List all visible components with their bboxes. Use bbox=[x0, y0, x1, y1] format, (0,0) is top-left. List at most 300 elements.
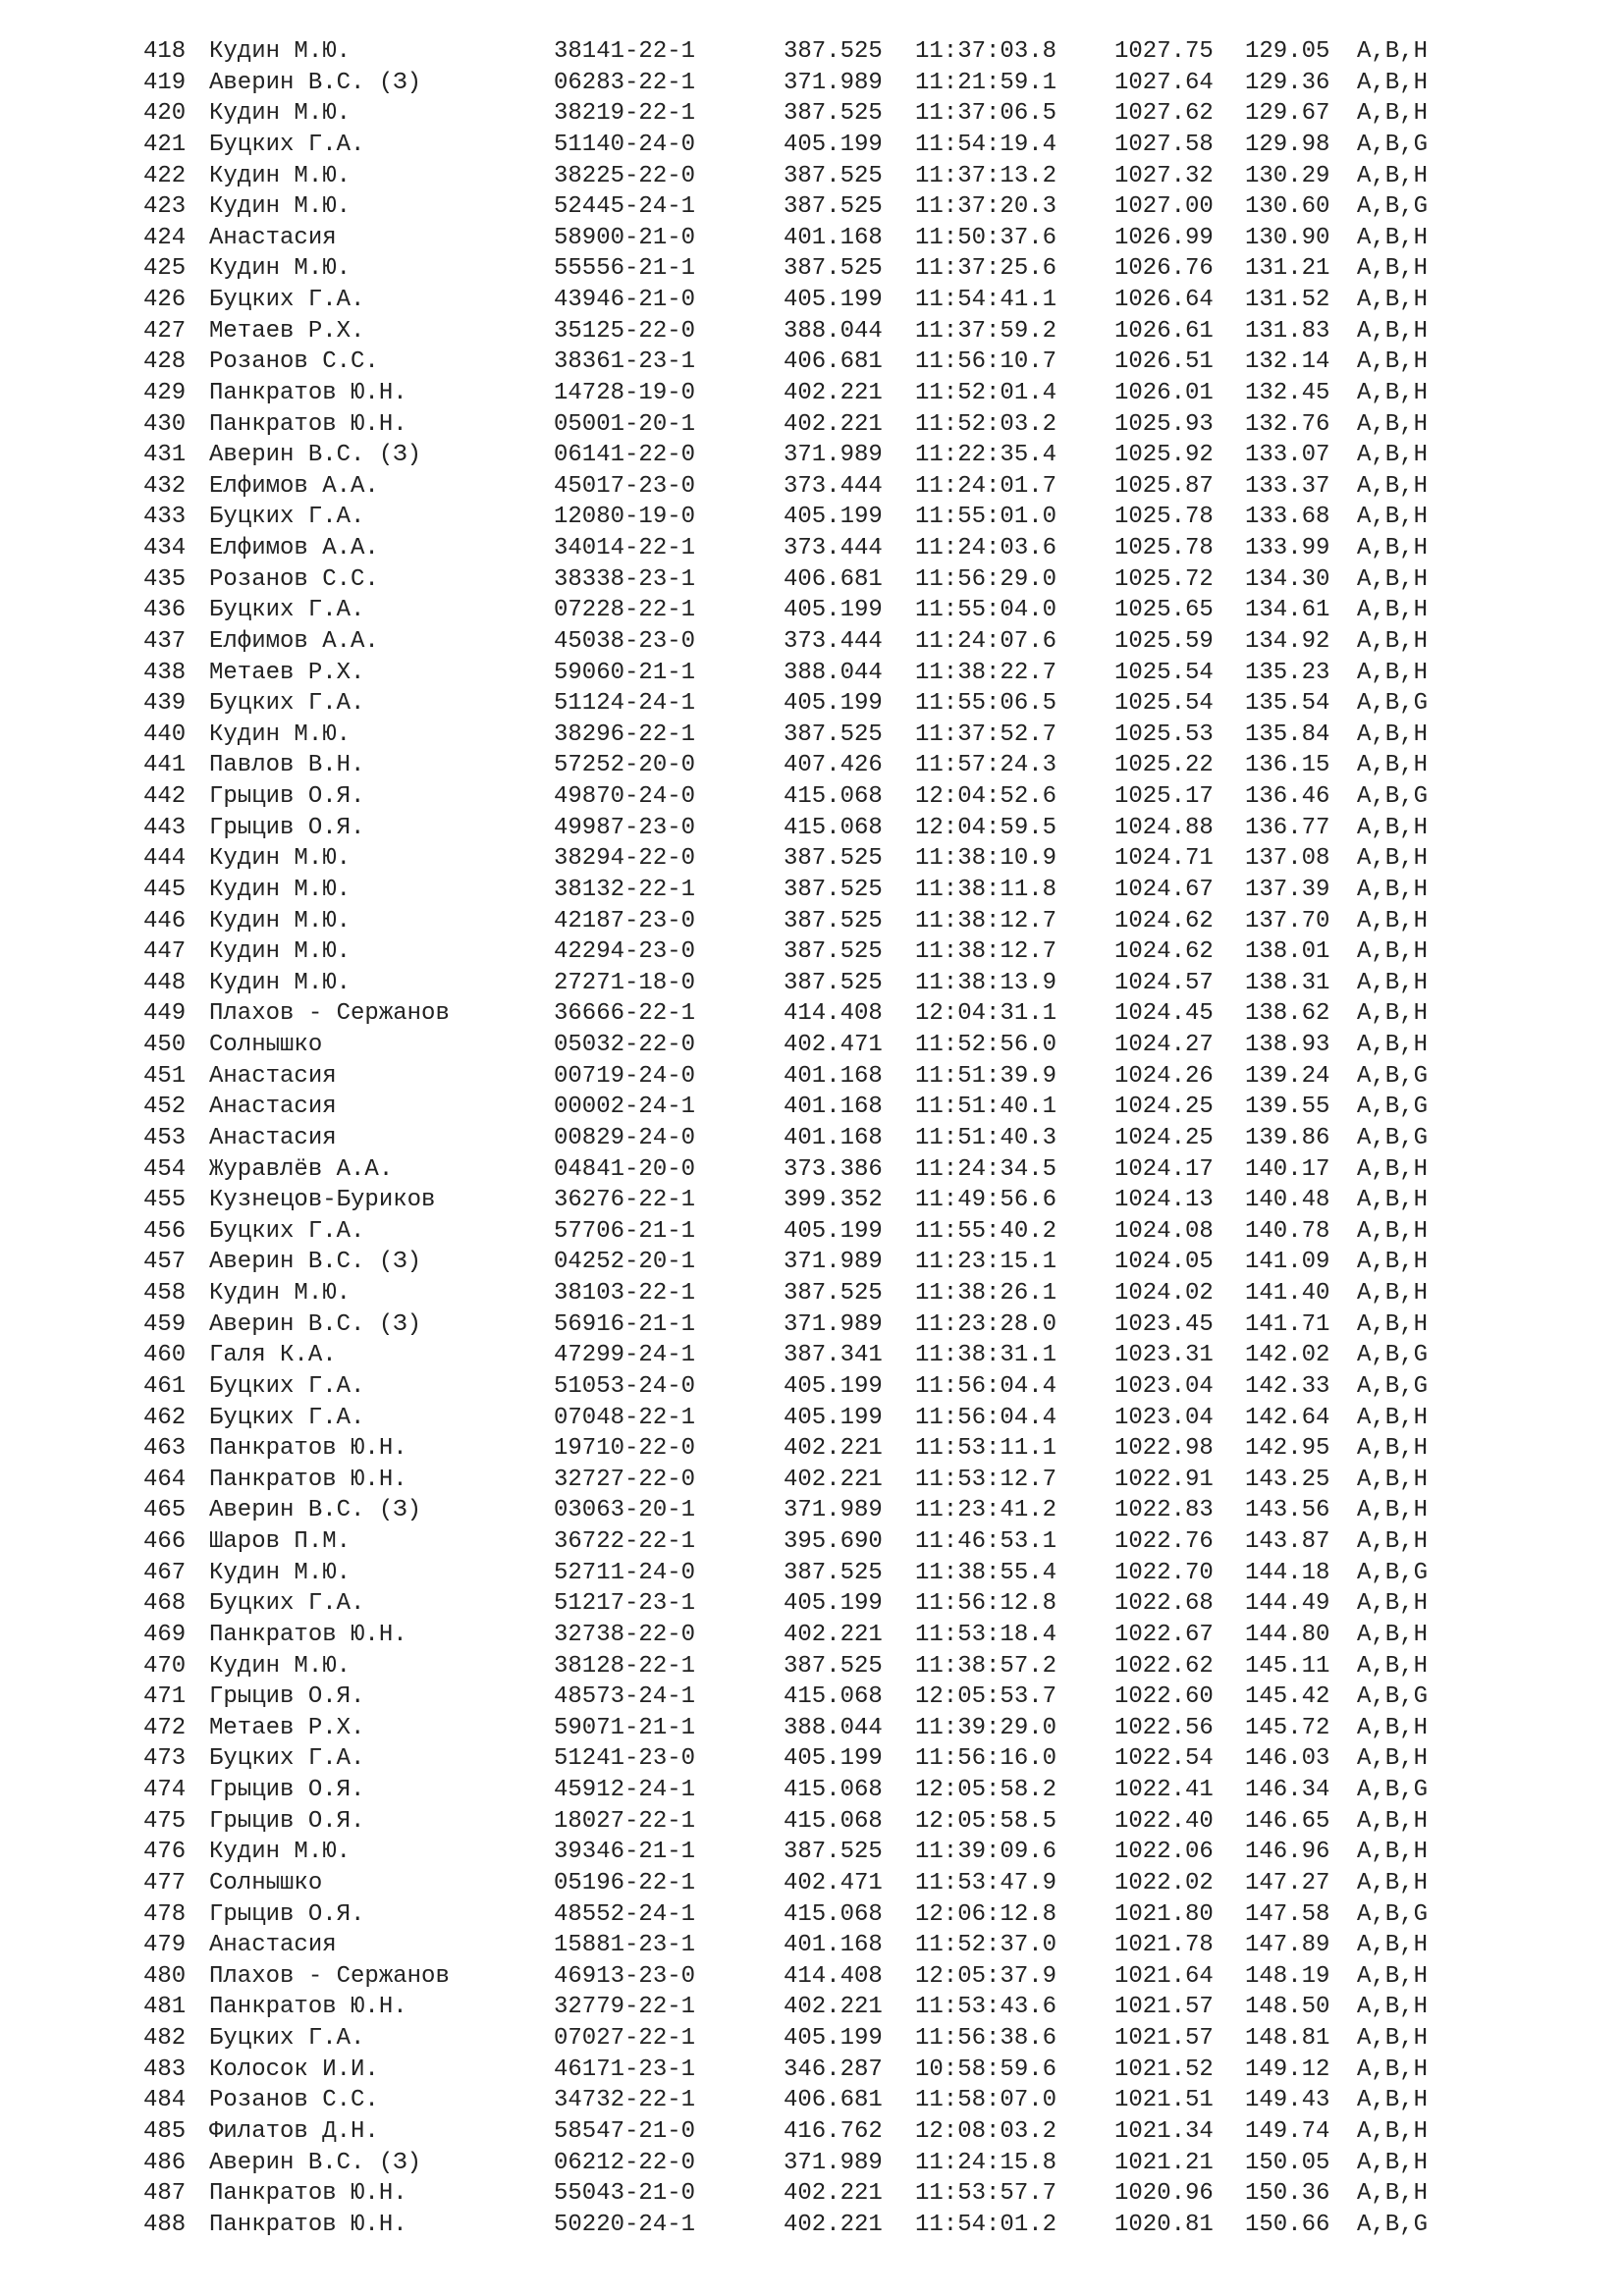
speed: 1025.59 bbox=[1114, 627, 1214, 655]
flags: A,B,H bbox=[1357, 255, 1429, 283]
table-row bbox=[143, 1092, 1538, 1123]
flags: A,B,H bbox=[1357, 1217, 1429, 1245]
flags: A,B,H bbox=[1357, 1280, 1429, 1307]
distance: 402.221 bbox=[784, 2180, 883, 2208]
arrival-time: 11:38:26.1 bbox=[915, 1280, 1057, 1307]
ring-number: 45912-24-1 bbox=[554, 1777, 696, 1803]
place-number: 432 bbox=[143, 472, 187, 500]
table-row bbox=[143, 1558, 1538, 1589]
distance: 416.762 bbox=[784, 2117, 883, 2145]
ring-number: 05001-20-1 bbox=[554, 410, 696, 438]
coefficient: 150.05 bbox=[1245, 2149, 1330, 2176]
distance: 387.341 bbox=[784, 1342, 883, 1369]
arrival-time: 11:56:16.0 bbox=[915, 1745, 1057, 1773]
ring-number: 19710-22-0 bbox=[554, 1435, 696, 1463]
participant-name: Кудин М.Ю. bbox=[209, 255, 352, 283]
participant-name: Буцких Г.А. bbox=[209, 597, 365, 624]
flags: A,B,G bbox=[1357, 1372, 1429, 1400]
flags: A,B,H bbox=[1357, 2087, 1429, 2114]
table-row bbox=[143, 564, 1538, 596]
place-number: 456 bbox=[143, 1217, 187, 1245]
distance: 405.199 bbox=[784, 1745, 883, 1773]
flags: A,B,G bbox=[1357, 1777, 1429, 1803]
place-number: 483 bbox=[143, 2056, 187, 2083]
distance: 387.525 bbox=[784, 907, 883, 934]
ring-number: 14728-19-0 bbox=[554, 379, 696, 406]
participant-name: Кудин М.Ю. bbox=[209, 876, 352, 903]
speed: 1022.60 bbox=[1114, 1683, 1214, 1711]
flags: A,B,H bbox=[1357, 1404, 1429, 1431]
place-number: 448 bbox=[143, 969, 187, 996]
ring-number: 38225-22-0 bbox=[554, 162, 696, 189]
participant-name: Розанов С.С. bbox=[209, 2087, 379, 2114]
speed: 1022.41 bbox=[1114, 1777, 1214, 1803]
participant-name: Журавлёв А.А. bbox=[209, 1155, 394, 1183]
participant-name: Кудин М.Ю. bbox=[209, 1280, 352, 1307]
arrival-time: 11:53:18.4 bbox=[915, 1621, 1057, 1648]
flags: A,B,H bbox=[1357, 597, 1429, 624]
ring-number: 07228-22-1 bbox=[554, 597, 696, 624]
arrival-time: 11:57:24.3 bbox=[915, 752, 1057, 779]
participant-name: Метаев Р.Х. bbox=[209, 1714, 365, 1741]
table-row bbox=[143, 533, 1538, 564]
table-row bbox=[143, 1495, 1538, 1526]
participant-name: Панкратов Ю.Н. bbox=[209, 1621, 407, 1648]
ring-number: 52445-24-1 bbox=[554, 193, 696, 221]
participant-name: Кудин М.Ю. bbox=[209, 938, 352, 966]
coefficient: 140.17 bbox=[1245, 1155, 1330, 1183]
flags: A,B,H bbox=[1357, 1155, 1429, 1183]
participant-name: Кудин М.Ю. bbox=[209, 907, 352, 934]
ring-number: 38338-23-1 bbox=[554, 565, 696, 593]
place-number: 457 bbox=[143, 1249, 187, 1276]
participant-name: Грыцив О.Я. bbox=[209, 1900, 365, 1928]
coefficient: 132.14 bbox=[1245, 348, 1330, 376]
ring-number: 38103-22-1 bbox=[554, 1280, 696, 1307]
place-number: 478 bbox=[143, 1900, 187, 1928]
place-number: 474 bbox=[143, 1777, 187, 1803]
distance: 402.221 bbox=[784, 1621, 883, 1648]
arrival-time: 11:53:12.7 bbox=[915, 1466, 1057, 1493]
participant-name: Грыцив О.Я. bbox=[209, 1807, 365, 1835]
table-row bbox=[143, 1061, 1538, 1093]
place-number: 484 bbox=[143, 2087, 187, 2114]
coefficient: 130.90 bbox=[1245, 224, 1330, 251]
distance: 371.989 bbox=[784, 1249, 883, 1276]
coefficient: 146.34 bbox=[1245, 1777, 1330, 1803]
speed: 1024.62 bbox=[1114, 938, 1214, 966]
speed: 1022.06 bbox=[1114, 1839, 1214, 1866]
speed: 1024.57 bbox=[1114, 969, 1214, 996]
table-row bbox=[143, 1713, 1538, 1744]
participant-name: Грыцив О.Я. bbox=[209, 814, 365, 841]
speed: 1024.26 bbox=[1114, 1062, 1214, 1090]
arrival-time: 10:58:59.6 bbox=[915, 2056, 1057, 2083]
flags: A,B,H bbox=[1357, 504, 1429, 531]
distance: 402.221 bbox=[784, 1466, 883, 1493]
coefficient: 142.33 bbox=[1245, 1372, 1330, 1400]
participant-name: Буцких Г.А. bbox=[209, 1745, 365, 1773]
speed: 1024.05 bbox=[1114, 1249, 1214, 1276]
ring-number: 39346-21-1 bbox=[554, 1839, 696, 1866]
table-row bbox=[143, 781, 1538, 813]
flags: A,B,H bbox=[1357, 442, 1429, 469]
speed: 1022.98 bbox=[1114, 1435, 1214, 1463]
distance: 387.525 bbox=[784, 876, 883, 903]
distance: 405.199 bbox=[784, 131, 883, 158]
participant-name: Кудин М.Ю. bbox=[209, 193, 352, 221]
coefficient: 138.01 bbox=[1245, 938, 1330, 966]
participant-name: Буцких Г.А. bbox=[209, 1404, 365, 1431]
flags: A,B,H bbox=[1357, 1249, 1429, 1276]
table-row bbox=[143, 1961, 1538, 1993]
distance: 402.471 bbox=[784, 1869, 883, 1896]
coefficient: 139.55 bbox=[1245, 1094, 1330, 1121]
flags: A,B,H bbox=[1357, 287, 1429, 313]
coefficient: 130.60 bbox=[1245, 193, 1330, 221]
flags: A,B,H bbox=[1357, 1435, 1429, 1463]
arrival-time: 11:54:01.2 bbox=[915, 2211, 1057, 2238]
participant-name: Грыцив О.Я. bbox=[209, 783, 365, 810]
coefficient: 137.39 bbox=[1245, 876, 1330, 903]
coefficient: 150.36 bbox=[1245, 2180, 1330, 2208]
coefficient: 144.80 bbox=[1245, 1621, 1330, 1648]
flags: A,B,H bbox=[1357, 1962, 1429, 1990]
coefficient: 131.83 bbox=[1245, 317, 1330, 345]
table-row bbox=[143, 1154, 1538, 1186]
ring-number: 38361-23-1 bbox=[554, 348, 696, 376]
coefficient: 137.70 bbox=[1245, 907, 1330, 934]
coefficient: 142.02 bbox=[1245, 1342, 1330, 1369]
flags: A,B,H bbox=[1357, 565, 1429, 593]
table-row bbox=[143, 1899, 1538, 1931]
participant-name: Аверин В.С. (З) bbox=[209, 442, 422, 469]
arrival-time: 11:38:12.7 bbox=[915, 907, 1057, 934]
distance: 405.199 bbox=[784, 1590, 883, 1618]
arrival-time: 11:37:59.2 bbox=[915, 317, 1057, 345]
arrival-time: 11:55:40.2 bbox=[915, 1217, 1057, 1245]
table-row bbox=[143, 223, 1538, 254]
distance: 402.221 bbox=[784, 1435, 883, 1463]
arrival-time: 11:22:35.4 bbox=[915, 442, 1057, 469]
ring-number: 42294-23-0 bbox=[554, 938, 696, 966]
distance: 405.199 bbox=[784, 2025, 883, 2052]
flags: A,B,H bbox=[1357, 1621, 1429, 1648]
ring-number: 18027-22-1 bbox=[554, 1807, 696, 1835]
table-row bbox=[143, 1185, 1538, 1216]
coefficient: 129.98 bbox=[1245, 131, 1330, 158]
table-row bbox=[143, 720, 1538, 751]
table-row bbox=[143, 68, 1538, 99]
arrival-time: 11:55:01.0 bbox=[915, 504, 1057, 531]
speed: 1024.25 bbox=[1114, 1094, 1214, 1121]
flags: A,B,H bbox=[1357, 721, 1429, 748]
coefficient: 145.11 bbox=[1245, 1652, 1330, 1680]
ring-number: 27271-18-0 bbox=[554, 969, 696, 996]
distance: 371.989 bbox=[784, 2149, 883, 2176]
arrival-time: 11:56:38.6 bbox=[915, 2025, 1057, 2052]
place-number: 465 bbox=[143, 1497, 187, 1524]
participant-name: Кудин М.Ю. bbox=[209, 969, 352, 996]
ring-number: 07027-22-1 bbox=[554, 2025, 696, 2052]
arrival-time: 11:46:53.1 bbox=[915, 1528, 1057, 1555]
distance: 402.221 bbox=[784, 2211, 883, 2238]
speed: 1022.91 bbox=[1114, 1466, 1214, 1493]
participant-name: Анастасия bbox=[209, 1094, 337, 1121]
table-row bbox=[143, 1278, 1538, 1309]
flags: A,B,H bbox=[1357, 752, 1429, 779]
table-row bbox=[143, 502, 1538, 533]
place-number: 482 bbox=[143, 2025, 187, 2052]
participant-name: Кудин М.Ю. bbox=[209, 38, 352, 65]
speed: 1021.51 bbox=[1114, 2087, 1214, 2114]
coefficient: 129.05 bbox=[1245, 38, 1330, 65]
table-row bbox=[143, 626, 1538, 658]
arrival-time: 12:04:31.1 bbox=[915, 1000, 1057, 1028]
arrival-time: 11:52:37.0 bbox=[915, 1932, 1057, 1959]
speed: 1022.40 bbox=[1114, 1807, 1214, 1835]
coefficient: 133.07 bbox=[1245, 442, 1330, 469]
flags: A,B,G bbox=[1357, 1062, 1429, 1090]
distance: 414.408 bbox=[784, 1962, 883, 1990]
ring-number: 05196-22-1 bbox=[554, 1869, 696, 1896]
participant-name: Плахов - Сержанов bbox=[209, 1000, 450, 1028]
ring-number: 32779-22-1 bbox=[554, 1994, 696, 2021]
coefficient: 146.96 bbox=[1245, 1839, 1330, 1866]
table-row bbox=[143, 98, 1538, 130]
arrival-time: 11:53:57.7 bbox=[915, 2180, 1057, 2208]
distance: 388.044 bbox=[784, 659, 883, 686]
arrival-time: 11:50:37.6 bbox=[915, 224, 1057, 251]
distance: 387.525 bbox=[784, 1280, 883, 1307]
arrival-time: 12:06:12.8 bbox=[915, 1900, 1057, 1928]
ring-number: 49987-23-0 bbox=[554, 814, 696, 841]
place-number: 464 bbox=[143, 1466, 187, 1493]
distance: 405.199 bbox=[784, 1404, 883, 1431]
arrival-time: 11:51:40.1 bbox=[915, 1094, 1057, 1121]
ring-number: 52711-24-0 bbox=[554, 1559, 696, 1586]
table-row bbox=[143, 1682, 1538, 1713]
table-row bbox=[143, 688, 1538, 720]
speed: 1024.67 bbox=[1114, 876, 1214, 903]
participant-name: Буцких Г.А. bbox=[209, 504, 365, 531]
place-number: 455 bbox=[143, 1187, 187, 1214]
speed: 1022.54 bbox=[1114, 1745, 1214, 1773]
participant-name: Кудин М.Ю. bbox=[209, 162, 352, 189]
distance: 414.408 bbox=[784, 1000, 883, 1028]
flags: A,B,H bbox=[1357, 1497, 1429, 1524]
participant-name: Буцких Г.А. bbox=[209, 1590, 365, 1618]
table-row bbox=[143, 1433, 1538, 1465]
coefficient: 138.62 bbox=[1245, 1000, 1330, 1028]
table-row bbox=[143, 378, 1538, 409]
arrival-time: 12:05:37.9 bbox=[915, 1962, 1057, 1990]
place-number: 451 bbox=[143, 1062, 187, 1090]
arrival-time: 11:56:29.0 bbox=[915, 565, 1057, 593]
place-number: 459 bbox=[143, 1310, 187, 1338]
ring-number: 58547-21-0 bbox=[554, 2117, 696, 2145]
arrival-time: 12:05:53.7 bbox=[915, 1683, 1057, 1711]
arrival-time: 11:37:06.5 bbox=[915, 100, 1057, 128]
table-row bbox=[143, 875, 1538, 906]
coefficient: 135.84 bbox=[1245, 721, 1330, 748]
participant-name: Аверин В.С. (З) bbox=[209, 69, 422, 96]
place-number: 450 bbox=[143, 1032, 187, 1058]
distance: 405.199 bbox=[784, 287, 883, 313]
table-row bbox=[143, 1588, 1538, 1620]
table-row bbox=[143, 1775, 1538, 1806]
distance: 373.444 bbox=[784, 627, 883, 655]
ring-number: 51124-24-1 bbox=[554, 690, 696, 718]
table-row bbox=[143, 1526, 1538, 1558]
flags: A,B,H bbox=[1357, 1714, 1429, 1741]
arrival-time: 11:55:04.0 bbox=[915, 597, 1057, 624]
speed: 1021.80 bbox=[1114, 1900, 1214, 1928]
arrival-time: 11:55:06.5 bbox=[915, 690, 1057, 718]
flags: A,B,H bbox=[1357, 1839, 1429, 1866]
participant-name: Елфимов А.А. bbox=[209, 535, 379, 561]
ring-number: 51140-24-0 bbox=[554, 131, 696, 158]
table-row bbox=[143, 2023, 1538, 2055]
distance: 402.221 bbox=[784, 1994, 883, 2021]
place-number: 479 bbox=[143, 1932, 187, 1959]
participant-name: Буцких Г.А. bbox=[209, 1372, 365, 1400]
coefficient: 141.40 bbox=[1245, 1280, 1330, 1307]
flags: A,B,H bbox=[1357, 627, 1429, 655]
speed: 1027.00 bbox=[1114, 193, 1214, 221]
ring-number: 34014-22-1 bbox=[554, 535, 696, 561]
ring-number: 51217-23-1 bbox=[554, 1590, 696, 1618]
arrival-time: 12:05:58.5 bbox=[915, 1807, 1057, 1835]
distance: 387.525 bbox=[784, 845, 883, 873]
arrival-time: 11:52:01.4 bbox=[915, 379, 1057, 406]
flags: A,B,H bbox=[1357, 659, 1429, 686]
place-number: 419 bbox=[143, 69, 187, 96]
flags: A,B,G bbox=[1357, 1124, 1429, 1151]
flags: A,B,H bbox=[1357, 814, 1429, 841]
flags: A,B,H bbox=[1357, 2117, 1429, 2145]
coefficient: 131.21 bbox=[1245, 255, 1330, 283]
place-number: 472 bbox=[143, 1714, 187, 1741]
participant-name: Елфимов А.А. bbox=[209, 627, 379, 655]
table-row bbox=[143, 1992, 1538, 2023]
speed: 1022.67 bbox=[1114, 1621, 1214, 1648]
table-row bbox=[143, 130, 1538, 161]
ring-number: 55043-21-0 bbox=[554, 2180, 696, 2208]
coefficient: 147.27 bbox=[1245, 1869, 1330, 1896]
speed: 1022.62 bbox=[1114, 1652, 1214, 1680]
participant-name: Розанов С.С. bbox=[209, 565, 379, 593]
speed: 1021.57 bbox=[1114, 1994, 1214, 2021]
speed: 1020.81 bbox=[1114, 2211, 1214, 2238]
place-number: 487 bbox=[143, 2180, 187, 2208]
place-number: 447 bbox=[143, 938, 187, 966]
distance: 387.525 bbox=[784, 255, 883, 283]
ring-number: 32738-22-0 bbox=[554, 1621, 696, 1648]
place-number: 463 bbox=[143, 1435, 187, 1463]
distance: 387.525 bbox=[784, 193, 883, 221]
speed: 1025.72 bbox=[1114, 565, 1214, 593]
participant-name: Анастасия bbox=[209, 1124, 337, 1151]
flags: A,B,H bbox=[1357, 1807, 1429, 1835]
ring-number: 50220-24-1 bbox=[554, 2211, 696, 2238]
participant-name: Кудин М.Ю. bbox=[209, 845, 352, 873]
flags: A,B,H bbox=[1357, 938, 1429, 966]
participant-name: Плахов - Сержанов bbox=[209, 1962, 450, 1990]
flags: A,B,H bbox=[1357, 1745, 1429, 1773]
arrival-time: 11:37:52.7 bbox=[915, 721, 1057, 748]
coefficient: 133.68 bbox=[1245, 504, 1330, 531]
speed: 1024.17 bbox=[1114, 1155, 1214, 1183]
flags: A,B,H bbox=[1357, 472, 1429, 500]
table-row bbox=[143, 440, 1538, 471]
coefficient: 129.67 bbox=[1245, 100, 1330, 128]
ring-number: 47299-24-1 bbox=[554, 1342, 696, 1369]
table-row bbox=[143, 191, 1538, 223]
place-number: 435 bbox=[143, 565, 187, 593]
speed: 1022.02 bbox=[1114, 1869, 1214, 1896]
place-number: 488 bbox=[143, 2211, 187, 2238]
flags: A,B,G bbox=[1357, 1683, 1429, 1711]
coefficient: 149.74 bbox=[1245, 2117, 1330, 2145]
place-number: 421 bbox=[143, 131, 187, 158]
arrival-time: 11:24:01.7 bbox=[915, 472, 1057, 500]
participant-name: Метаев Р.Х. bbox=[209, 659, 365, 686]
arrival-time: 11:53:47.9 bbox=[915, 1869, 1057, 1896]
coefficient: 149.43 bbox=[1245, 2087, 1330, 2114]
table-row bbox=[143, 316, 1538, 347]
ring-number: 38128-22-1 bbox=[554, 1652, 696, 1680]
ring-number: 03063-20-1 bbox=[554, 1497, 696, 1524]
arrival-time: 11:24:15.8 bbox=[915, 2149, 1057, 2176]
table-row bbox=[143, 1465, 1538, 1496]
arrival-time: 11:38:12.7 bbox=[915, 938, 1057, 966]
table-row bbox=[143, 1030, 1538, 1061]
distance: 406.681 bbox=[784, 2087, 883, 2114]
participant-name: Метаев Р.Х. bbox=[209, 317, 365, 345]
distance: 371.989 bbox=[784, 1497, 883, 1524]
distance: 373.444 bbox=[784, 535, 883, 561]
speed: 1027.58 bbox=[1114, 131, 1214, 158]
table-row bbox=[143, 2178, 1538, 2210]
ring-number: 45038-23-0 bbox=[554, 627, 696, 655]
speed: 1022.76 bbox=[1114, 1528, 1214, 1555]
place-number: 431 bbox=[143, 442, 187, 469]
place-number: 438 bbox=[143, 659, 187, 686]
distance: 387.525 bbox=[784, 1559, 883, 1586]
flags: A,B,H bbox=[1357, 2149, 1429, 2176]
distance: 402.221 bbox=[784, 410, 883, 438]
table-row bbox=[143, 409, 1538, 441]
coefficient: 147.89 bbox=[1245, 1932, 1330, 1959]
distance: 373.386 bbox=[784, 1155, 883, 1183]
distance: 387.525 bbox=[784, 38, 883, 65]
ring-number: 06283-22-1 bbox=[554, 69, 696, 96]
flags: A,B,H bbox=[1357, 379, 1429, 406]
flags: A,B,H bbox=[1357, 845, 1429, 873]
place-number: 486 bbox=[143, 2149, 187, 2176]
ring-number: 45017-23-0 bbox=[554, 472, 696, 500]
table-row bbox=[143, 1403, 1538, 1434]
participant-name: Колосок И.И. bbox=[209, 2056, 379, 2083]
place-number: 425 bbox=[143, 255, 187, 283]
flags: A,B,H bbox=[1357, 1187, 1429, 1214]
place-number: 476 bbox=[143, 1839, 187, 1866]
arrival-time: 11:56:12.8 bbox=[915, 1590, 1057, 1618]
flags: A,B,H bbox=[1357, 907, 1429, 934]
flags: A,B,G bbox=[1357, 131, 1429, 158]
ring-number: 48552-24-1 bbox=[554, 1900, 696, 1928]
